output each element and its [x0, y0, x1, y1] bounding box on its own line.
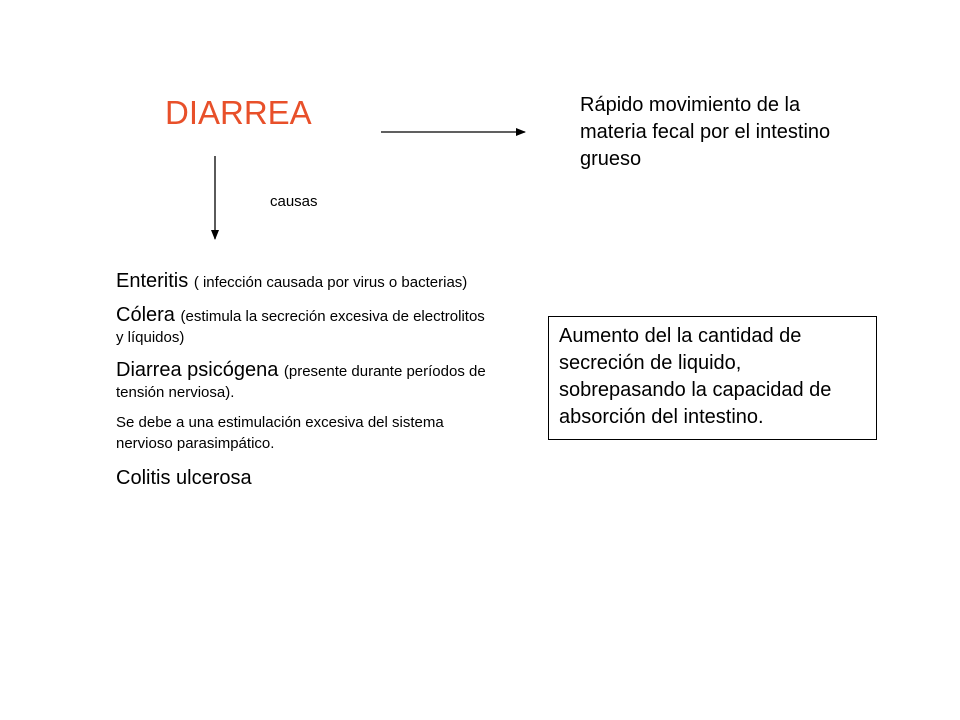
cause-item-diarrea-psicogena	[116, 357, 486, 404]
cause-item-enteritis	[116, 268, 486, 294]
causes-label: causas	[270, 193, 318, 210]
cause-item-colera	[116, 302, 486, 349]
cause-name: Cólera	[116, 304, 181, 326]
cause-detail: (presente durante períodos de tensión nerviosa).	[116, 362, 486, 401]
definition-text: Rápido movimiento de la materia fecal por el intestino grueso	[580, 94, 831, 170]
cause-item-colitis	[116, 465, 486, 491]
cause-name: Diarrea psicógena	[116, 358, 284, 381]
cause-name: Enteritis	[116, 270, 194, 292]
mechanism-box: Aumento del la cantidad de secreción de liquido, sobrepasando la capacidad de absorción del intestino.	[548, 316, 877, 440]
causes-list	[116, 268, 486, 499]
diagram-title: DIARREA	[165, 94, 312, 131]
cause-note: Se debe a una estimulación excesiva del sistema nervioso parasimpático.	[116, 413, 444, 453]
cause-name: Colitis ulcerosa	[116, 467, 252, 490]
cause-detail: (estimula la secreción excesiva de electrolitos y líquidos)	[116, 308, 485, 346]
cause-detail: ( infección causada por virus o bacterias)	[193, 274, 468, 291]
